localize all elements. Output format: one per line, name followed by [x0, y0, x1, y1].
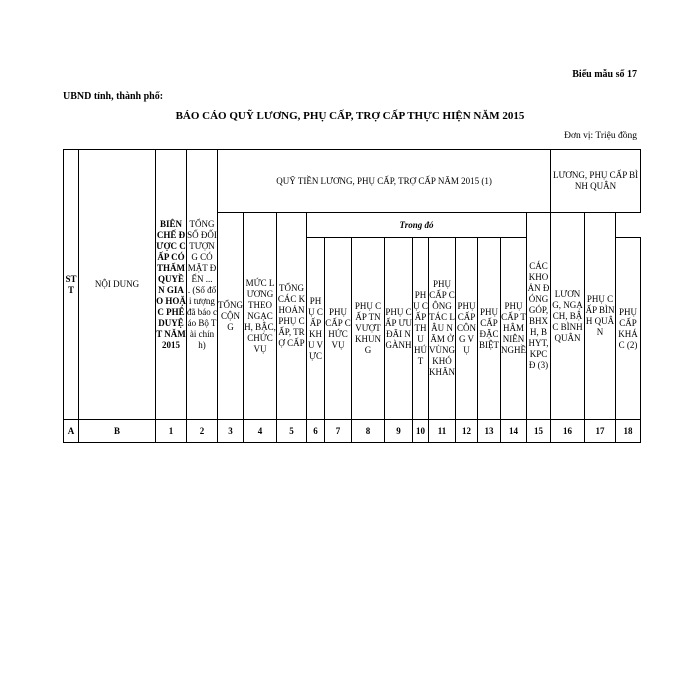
- header-contributions: CÁC KHOẢN ĐÓNG GÓP, BHXH, BHYT, KPCĐ (3): [527, 213, 551, 420]
- index-cell: 16: [551, 420, 585, 443]
- index-row: [64, 420, 641, 443]
- header-total: TỔNG CỘNG: [218, 213, 244, 420]
- header-present-total: [187, 150, 218, 420]
- header-salary-by-rank: MỨC LƯƠNG THEO NGẠCH, BẬC, CHỨC VỤ: [244, 213, 277, 420]
- header-position: PHỤ CẤP CHỨC VỤ: [325, 238, 352, 420]
- index-cell: A: [64, 420, 79, 443]
- report-title: BÁO CÁO QUỸ LƯƠNG, PHỤ CẤP, TRỢ CẤP THỰC HIỆN NĂM 2015: [175, 110, 525, 122]
- header-present-total-note: . (Số đối tượng đã báo cáo Bộ Tài chính): [187, 284, 217, 350]
- header-over-frame: PHỤ CẤP TN VƯỢT KHUNG: [352, 238, 385, 420]
- header-fund-group: QUỸ TIỀN LƯƠNG, PHỤ CẤP, TRỢ CẤP NĂM 2015 (1): [218, 150, 551, 213]
- header-stt: STT: [64, 150, 79, 420]
- header-special: PHỤ CẤP ĐẶC BIỆT: [478, 238, 501, 420]
- header-total-allowances: TỔNG CÁC KHOẢN PHỤ CẤP, TRỢ CẤP: [277, 213, 307, 420]
- index-cell: B: [79, 420, 156, 443]
- header-attraction: PHỤ CẤP THU HÚT: [413, 238, 429, 420]
- header-present-total-label: TỔNG SỐ ĐỐI TƯỢNG CÓ MẶT ĐẾN ...: [187, 218, 217, 284]
- index-cell: 9: [385, 420, 413, 443]
- index-cell: 1: [156, 420, 187, 443]
- header-long-service: PHỤ CẤP CÔNG TÁC LÂU NĂM Ở VÙNG KHÓ KHĂN: [429, 238, 456, 420]
- index-cell: 6: [307, 420, 325, 443]
- index-cell: 7: [325, 420, 352, 443]
- index-cell: 10: [413, 420, 429, 443]
- header-in-which: Trong đó: [307, 213, 527, 238]
- header-other: PHỤ CẤP KHÁC (2): [616, 238, 641, 420]
- index-cell: 18: [616, 420, 641, 443]
- index-cell: 8: [352, 420, 385, 443]
- index-cell: 11: [429, 420, 456, 443]
- header-avg-salary: LƯƠNG, NGẠCH, BẬC BÌNH QUÂN: [551, 213, 585, 420]
- header-content: NỘI DUNG: [79, 150, 156, 420]
- index-cell: 2: [187, 420, 218, 443]
- index-cell: 5: [277, 420, 307, 443]
- unit-label: Đơn vị: Triệu đồng: [564, 131, 637, 141]
- form-number: Biểu mẫu số 17: [572, 69, 637, 80]
- header-avg-allowance: PHỤ CẤP BÌNH QUÂN: [585, 213, 616, 420]
- index-cell: 14: [501, 420, 527, 443]
- index-cell: 17: [585, 420, 616, 443]
- index-cell: 13: [478, 420, 501, 443]
- header-regional: PHỤ CẤP KHU VỰC: [307, 238, 325, 420]
- header-seniority: PHỤ CẤP THÂM NIÊN NGHỀ: [501, 238, 527, 420]
- index-cell: 4: [244, 420, 277, 443]
- index-cell: 3: [218, 420, 244, 443]
- header-sector-pref: PHỤ CẤP ƯU ĐÃI NGÀNH: [385, 238, 413, 420]
- index-cell: 15: [527, 420, 551, 443]
- header-avg-group: LƯƠNG, PHỤ CẤP BÌNH QUÂN: [551, 150, 641, 213]
- header-duty: PHỤ CẤP CÔNG VỤ: [456, 238, 478, 420]
- header-approved-staff: BIÊN CHẾ ĐƯỢC CẤP CÓ THẨM QUYỀN GIAO HOẶC PHÊ DUYỆT NĂM 2015: [156, 150, 187, 420]
- report-table: [63, 149, 641, 443]
- index-cell: 12: [456, 420, 478, 443]
- province-label: UBND tỉnh, thành phố:: [63, 91, 164, 102]
